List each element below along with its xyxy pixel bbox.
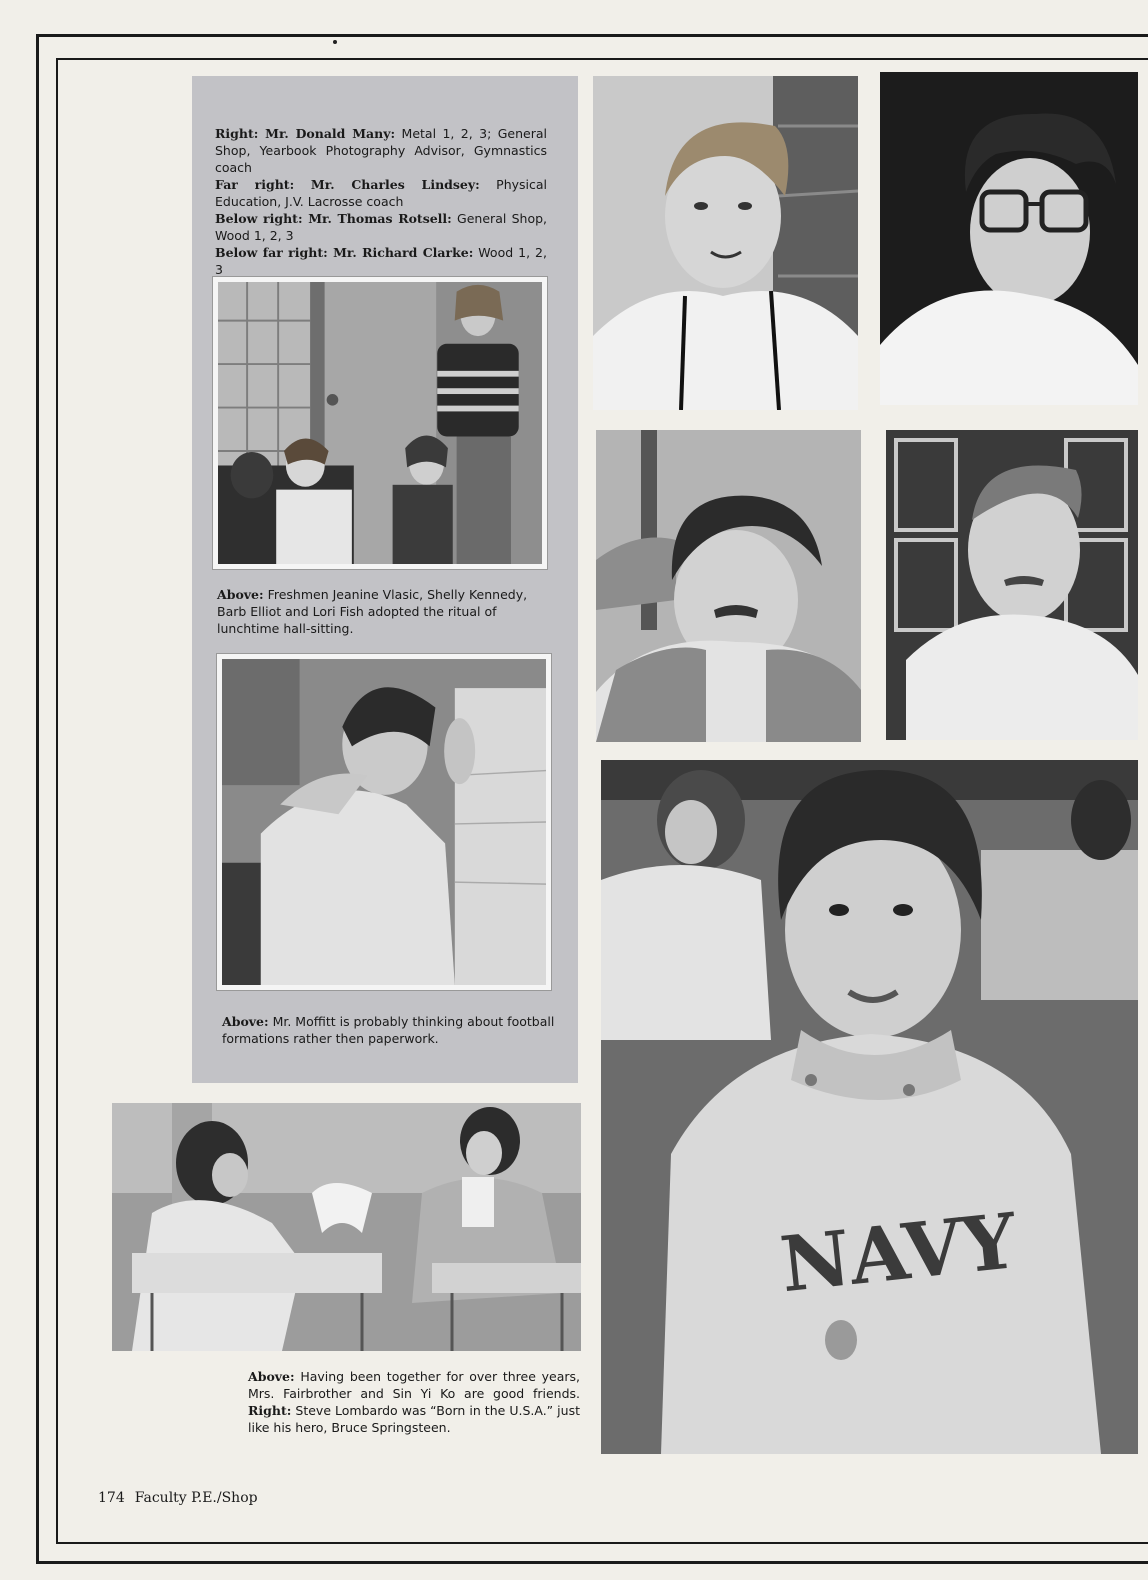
caption-label: Right: Mr. Donald Many: (215, 126, 396, 141)
friends-photo (112, 1103, 581, 1351)
caption-label: Above: (222, 1014, 269, 1029)
caption-text: Physical Education, J.V. Lacrosse coach (215, 177, 548, 209)
moffitt-photo (217, 654, 551, 990)
hall-sitting-photo (213, 277, 547, 569)
caption-label: Above: (217, 587, 264, 602)
caption-text: Wood 1, 2, 3 (215, 245, 547, 277)
thomas-rotsell-portrait (596, 430, 861, 742)
caption-text: Steve Lombardo was “Born in the U.S.A.” just like his hero, Bruce Springsteen. (248, 1403, 580, 1435)
moffitt-caption (222, 1013, 558, 1047)
charles-lindsey-portrait (880, 72, 1138, 405)
caption-text: Metal 1, 2, 3; General Shop, Yearbook Photography Advisor, Gymnastics coach (215, 126, 547, 175)
print-dot (333, 40, 337, 44)
caption-label: Above: (248, 1369, 295, 1384)
caption-label: Below far right: Mr. Richard Clarke: (215, 245, 474, 260)
donald-many-portrait (593, 76, 858, 410)
section-title: Faculty P.E./Shop (134, 1490, 258, 1506)
bottom-caption (248, 1368, 580, 1436)
caption-label: Far right: Mr. Charles Lindsey: (215, 177, 480, 192)
richard-clarke-portrait (886, 430, 1138, 740)
caption-text: Freshmen Jeanine Vlasic, Shelly Kennedy, Barb Elliot and Lori Fish adopted the ritual of lunchtime hall-sitting. (217, 587, 528, 636)
caption-label: Below right: Mr. Thomas Rotsell: (215, 211, 452, 226)
faculty-caption (215, 125, 547, 278)
sweatshirt-text: NAVY (776, 1196, 1021, 1310)
caption-text: General Shop, Wood 1, 2, 3 (215, 211, 547, 243)
caption-text: Mr. Moffitt is probably thinking about football formations rather then paperwork. (222, 1014, 555, 1046)
hall-sitting-caption (217, 586, 550, 637)
caption-text: Having been together for over three years, Mrs. Fairbrother and Sin Yi Ko are good friends. (248, 1369, 580, 1401)
steve-lombardo-photo (601, 760, 1138, 1454)
caption-label: Right: (248, 1403, 292, 1418)
page-footer (98, 1490, 258, 1506)
page-number: 174 (98, 1490, 125, 1506)
